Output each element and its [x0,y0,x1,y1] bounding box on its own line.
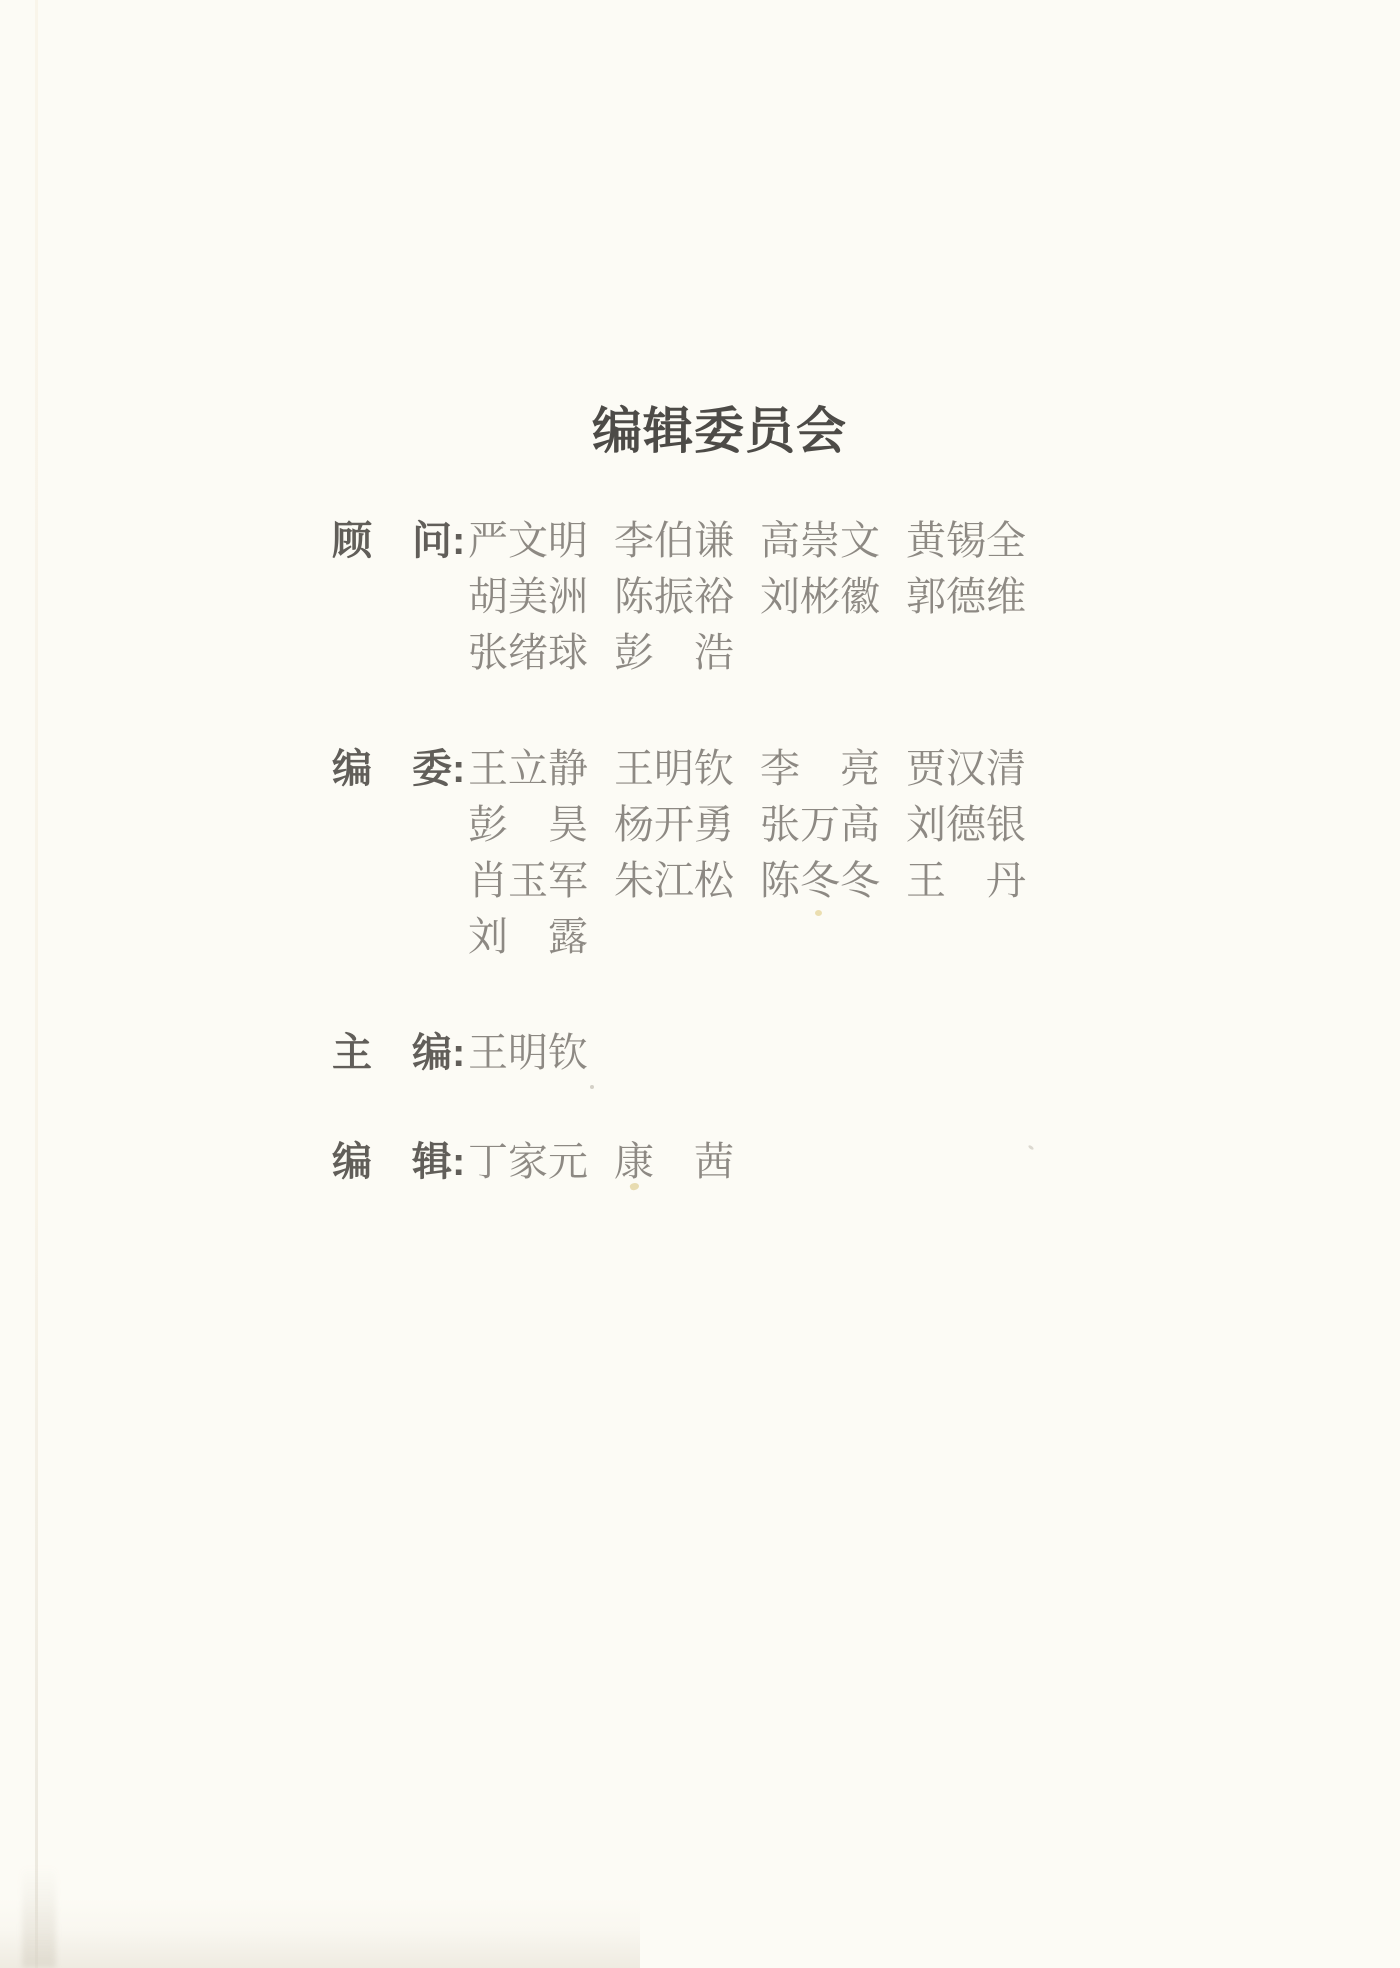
advisors-names [468,513,1026,681]
person-name: 康 茜 [614,1139,734,1184]
person-name: 王 丹 [906,858,1026,903]
person-name: 杨开勇 [614,802,734,847]
name-line [468,513,1026,569]
chief-editor-names [468,1025,588,1081]
person-name: 朱江松 [614,858,734,903]
person-name: 刘彬徽 [760,574,880,619]
advisors-label: 顾 问: [332,519,466,563]
name-line [468,1025,588,1081]
name-line [468,909,1026,965]
advisors-section [332,513,1026,681]
person-name: 高崇文 [760,518,880,563]
page-binding-crease [35,0,38,1968]
name-line [468,853,1026,909]
chief-editor-section [332,1025,588,1081]
person-name: 黄锡全 [906,518,1026,563]
person-name: 王立静 [468,746,588,791]
person-name: 王明钦 [468,1030,588,1075]
person-name: 贾汉清 [906,746,1026,791]
person-name: 张绪球 [468,630,588,675]
committee-section [332,741,1026,965]
person-name: 彭 昊 [468,802,588,847]
person-name: 郭德维 [906,574,1026,619]
person-name: 李伯谦 [614,518,734,563]
name-line [468,569,1026,625]
paper-speck [590,1085,594,1089]
editors-names [468,1134,734,1190]
editors-label: 编 辑: [332,1140,466,1184]
name-line [468,797,1026,853]
person-name: 李 亮 [760,746,880,791]
person-name: 王明钦 [614,746,734,791]
person-name: 刘 露 [468,914,588,959]
name-line [468,741,1026,797]
committee-names [468,741,1026,965]
committee-label: 编 委: [332,747,466,791]
editors-section [332,1134,734,1190]
chief-editor-label: 主 编: [332,1031,466,1075]
bottom-scan-shadow [0,1898,640,1968]
person-name: 彭 浩 [614,630,734,675]
person-name: 严文明 [468,518,588,563]
paper-speck [1028,1145,1035,1151]
person-name: 张万高 [760,802,880,847]
name-line [468,1134,734,1190]
page-title: 编辑委员会 [592,403,847,459]
name-line [468,625,1026,681]
person-name: 胡美洲 [468,574,588,619]
person-name: 刘德银 [906,802,1026,847]
person-name: 陈冬冬 [760,858,880,903]
person-name: 丁家元 [468,1139,588,1184]
bottom-left-scan-shadow [22,1848,56,1968]
person-name: 肖玉军 [468,858,588,903]
person-name: 陈振裕 [614,574,734,619]
